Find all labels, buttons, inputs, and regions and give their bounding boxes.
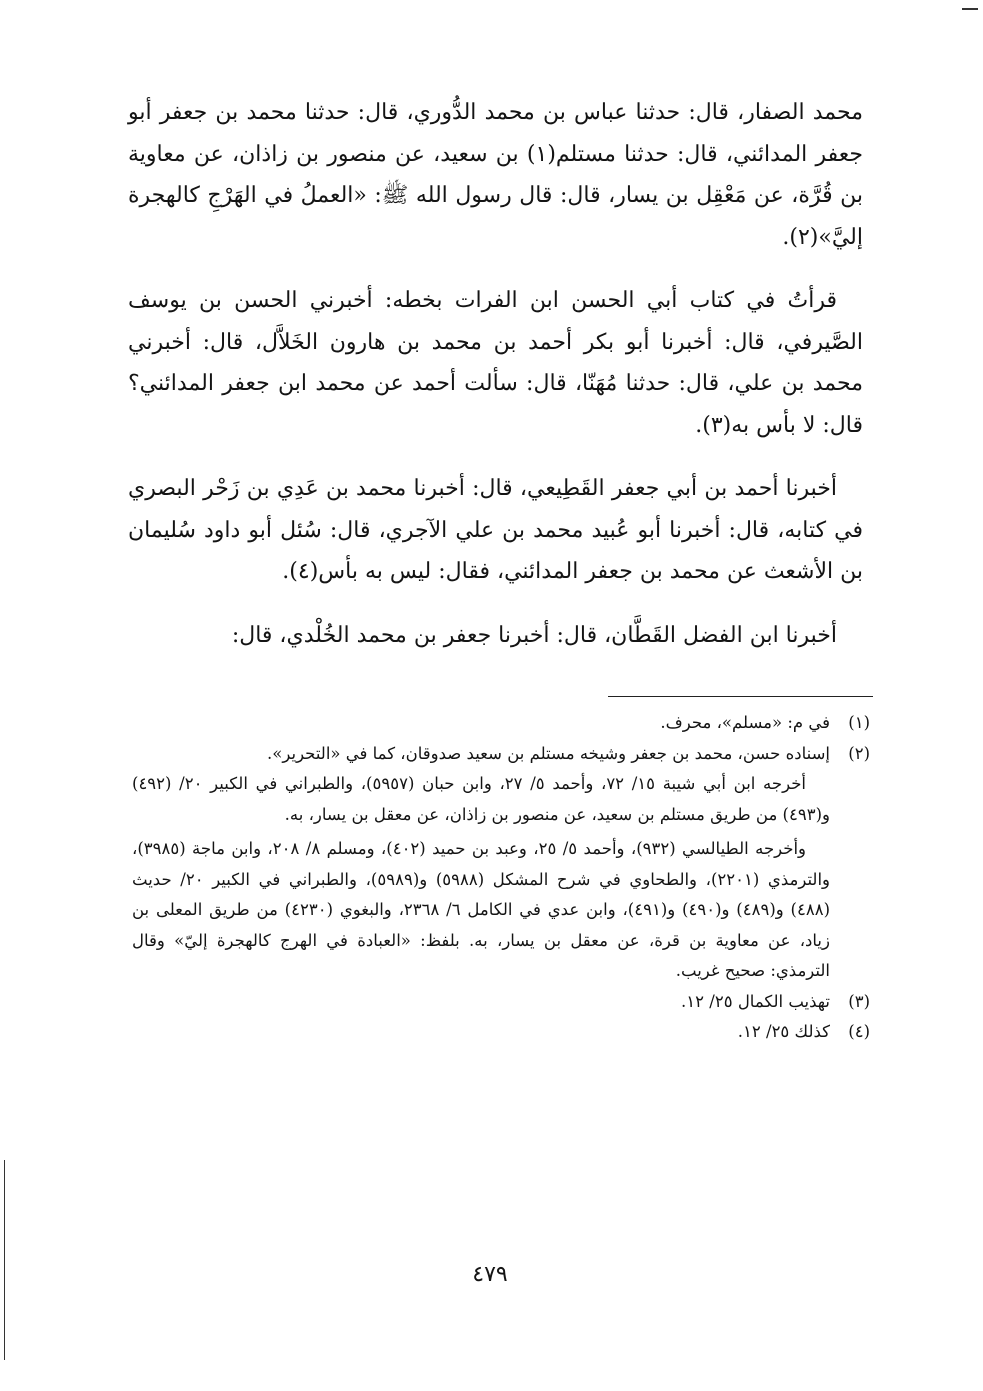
footnote-number: (٢): [848, 743, 870, 763]
footnote-text: أخرجه ابن أبي شيبة ١٥/ ٧٢، وأحمد ٥/ ٢٧، وابن حبان (٥٩٥٧)، والطبراني في الكبير ٢٠/ (٤٩٢) و(٤٩٣) من طريق مستلم بن سعيد، عن منصور بن زاذان، عن معقل بن يسار، به.: [132, 774, 830, 824]
main-text: [128, 92, 863, 678]
top-right-mark: [962, 8, 978, 10]
paragraph-4: أخبرنا ابن الفضل القَطَّان، قال: أخبرنا جعفر بن محمد الخُلْدي، قال:: [231, 622, 837, 648]
paragraph-1: محمد الصفار، قال: حدثنا عباس بن محمد الدُّوري، قال: حدثنا محمد بن جعفر أبو جعفر المدائني، قال: حدثنا مستلم(١) بن سعيد، عن منصور بن زاذان، عن معاوية بن قُرَّة، عن مَعْقِل بن يسار، قال: قال رسول الله ﷺ: «العملُ في الهَرْجِ كالهجرة إليَّ»(٢).: [128, 100, 863, 250]
footnote-body: [132, 739, 830, 987]
footnotes: [132, 708, 870, 1048]
footnote-number: (٣): [848, 991, 870, 1011]
footnote-2: [132, 739, 870, 987]
paragraph-2: قرأتُ في كتاب أبي الحسن ابن الفرات بخطه: أخبرني الحسن بن يوسف الصَّيرفي، قال: أخبرنا أبو بكر أحمد بن محمد بن هارون الخَلاَّل، قال: أخبرني محمد بن علي، قال: حدثنا مُهَنّا، قال: سألت أحمد عن محمد ابن جعفر المدائني؟ قال: لا بأس به(٣).: [128, 288, 863, 438]
footnote-text: وأخرجه الطيالسي (٩٣٢)، وأحمد ٥/ ٢٥، وعبد بن حميد (٤٠٢)، ومسلم ٨/ ٢٠٨، وابن ماجة (٣٩٨٥)، والترمذي (٢٢٠١)، والطحاوي في شرح المشكل (٥٩٨٨) و(٥٩٨٩)، والطبراني في الكبير ٢٠/ حديث (٤٨٨) و(٤٨٩) و(٤٩٠) و(٤٩١)، وابن عدي في الكامل ٦/ ٢٣٦٨، والبغوي (٤٢٣٠) من طريق المعلى بن زياد، عن معاوية بن قرة، عن معقل بن يسار، به. بلفظ: «العبادة في الهرج كالهجرة إليّ» وقال الترمذي: صحيح غريب.: [132, 839, 831, 980]
paragraph-3: أخبرنا أحمد بن أبي جعفر القَطِيعي، قال: أخبرنا محمد بن عَدِي بن زَحْر البصري في كتابه، قال: أخبرنا أبو عُبيد محمد بن علي الآجري، قال: سُئل أبو داود سُليمان بن الأشعث عن محمد بن جعفر المدائني، فقال: ليس به بأس(٤).: [128, 476, 863, 584]
footnote-1: [132, 708, 870, 739]
page-number: ٤٧٩: [472, 1262, 508, 1287]
footnote-text: تهذيب الكمال ٢٥/ ١٢.: [681, 991, 830, 1011]
footnote-separator: [608, 696, 873, 697]
footnote-body: [132, 708, 830, 739]
footnote-text: في م: «مسلم»، محرف.: [660, 713, 830, 732]
footnote-body: [132, 1017, 830, 1048]
footnote-text: كذلك ٢٥/ ١٢.: [737, 1022, 830, 1041]
footnote-4: [132, 1017, 870, 1048]
footnote-text: إسناده حسن، محمد بن جعفر وشيخه مستلم بن سعيد صدوقان، كما في «التحرير».: [267, 743, 830, 763]
left-margin-line: [4, 1160, 5, 1360]
footnote-body: [132, 987, 830, 1018]
footnote-3: [132, 987, 870, 1018]
footnote-number: (٤): [848, 1022, 870, 1041]
footnote-number: (١): [848, 713, 870, 732]
